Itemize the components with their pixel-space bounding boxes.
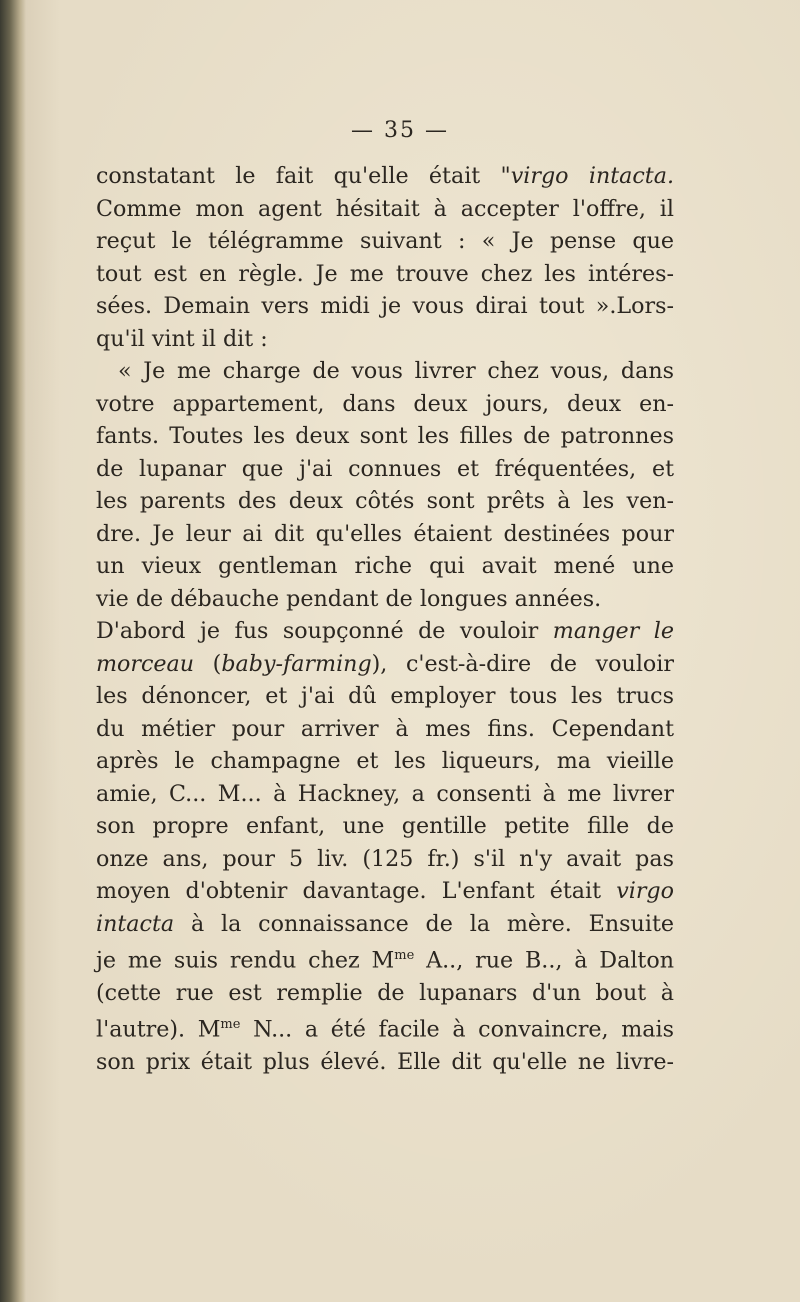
- text-segment: moyen d'obtenir davantage. L'enfant était: [96, 878, 617, 904]
- text-line: [96, 420, 674, 453]
- text-line: [96, 485, 674, 518]
- text-segment: me: [394, 948, 415, 963]
- text-segment: me: [220, 1017, 241, 1033]
- text-segment: "virgo intacta.: [500, 163, 674, 189]
- text-line: [96, 290, 674, 323]
- text-line: [96, 940, 674, 977]
- text-segment: N... a été facile à convaincre, mais: [240, 1016, 674, 1043]
- text-segment: de lupanar que j'ai connues et fréquentées, et: [96, 455, 674, 482]
- text-line: [96, 193, 674, 226]
- page-body-text: [96, 160, 674, 1079]
- text-segment: à la connaissance de la mère. Ensuite: [174, 910, 674, 937]
- text-segment: son prix était plus élevé. Elle dit qu'elle ne livre-: [96, 1049, 674, 1076]
- text-segment: morceau: [96, 650, 195, 677]
- book-binding-edge: [0, 0, 26, 1302]
- text-line: [96, 908, 674, 941]
- text-line: [96, 225, 674, 258]
- text-line: [96, 778, 674, 811]
- text-line: [96, 745, 674, 778]
- text-line: [96, 713, 674, 746]
- text-line: [96, 680, 674, 713]
- text-segment: les dénoncer, et j'ai dû employer tous les trucs: [96, 683, 674, 709]
- text-line: [96, 615, 674, 648]
- text-line: [96, 355, 674, 388]
- text-segment: A.., rue B.., à Dalton: [414, 947, 674, 974]
- text-segment: intacta: [96, 910, 175, 937]
- text-segment: tout est en règle. Je me trouve chez les intéres-: [96, 260, 674, 287]
- text-line: [96, 258, 674, 291]
- text-segment: (cette rue est remplie de lupanars d'un bout à: [96, 979, 674, 1006]
- text-line: [96, 388, 674, 421]
- text-segment: un vieux gentleman riche qui avait mené une: [96, 553, 674, 579]
- text-line: [96, 648, 674, 681]
- text-line: [96, 1046, 674, 1079]
- text-segment: D'abord je fus soupçonné de vouloir: [96, 618, 553, 644]
- page-number: — 35 —: [351, 118, 449, 143]
- text-segment: les parents des deux côtés sont prêts à les ven-: [96, 488, 674, 514]
- text-line: [96, 977, 674, 1010]
- text-segment: virgo: [616, 878, 674, 904]
- text-segment: sées. Demain vers midi je vous dirai tout ».Lors-: [96, 293, 674, 319]
- text-segment: vie de débauche pendant de longues années.: [96, 585, 602, 612]
- text-line: [96, 160, 674, 193]
- text-segment: onze ans, pour 5 liv. (125 fr.) s'il n'y avait pas: [96, 845, 674, 872]
- text-segment: reçut le télégramme suivant : « Je pense que: [96, 228, 674, 254]
- text-segment: « Je me charge de vous livrer chez vous, dans: [118, 358, 674, 384]
- text-segment: fants. Toutes les deux sont les filles de patronnes: [96, 423, 674, 449]
- text-segment: après le champagne et les liqueurs, ma vieille: [96, 748, 674, 774]
- text-line: [96, 875, 674, 908]
- text-line: [96, 550, 674, 583]
- text-line: [96, 810, 674, 843]
- text-segment: ), c'est-à-dire de vouloir: [371, 650, 674, 677]
- text-segment: je me suis rendu chez M: [96, 947, 395, 974]
- text-segment: son propre enfant, une gentille petite fille de: [96, 813, 674, 839]
- text-line: [96, 583, 674, 616]
- text-segment: l'autre). M: [96, 1016, 221, 1043]
- text-line: [96, 518, 674, 551]
- text-segment: manger le: [552, 618, 675, 644]
- text-segment: constatant le fait qu'elle était: [96, 163, 501, 189]
- text-line: [96, 453, 674, 486]
- text-segment: Comme mon agent hésitait à accepter l'offre, il: [96, 195, 674, 222]
- text-segment: amie, C... M... à Hackney, a consenti à me livrer: [96, 780, 674, 807]
- text-segment: dre. Je leur ai dit qu'elles étaient destinées pour: [96, 520, 674, 547]
- text-segment: votre appartement, dans deux jours, deux en-: [96, 390, 674, 417]
- text-line: [96, 1009, 674, 1046]
- text-line: [96, 843, 674, 876]
- text-segment: qu'il vint il dit :: [96, 325, 268, 352]
- text-segment: (: [194, 650, 222, 677]
- text-segment: baby-farming: [221, 650, 372, 677]
- text-line: [96, 323, 674, 356]
- text-segment: du métier pour arriver à mes fins. Cependant: [96, 715, 674, 742]
